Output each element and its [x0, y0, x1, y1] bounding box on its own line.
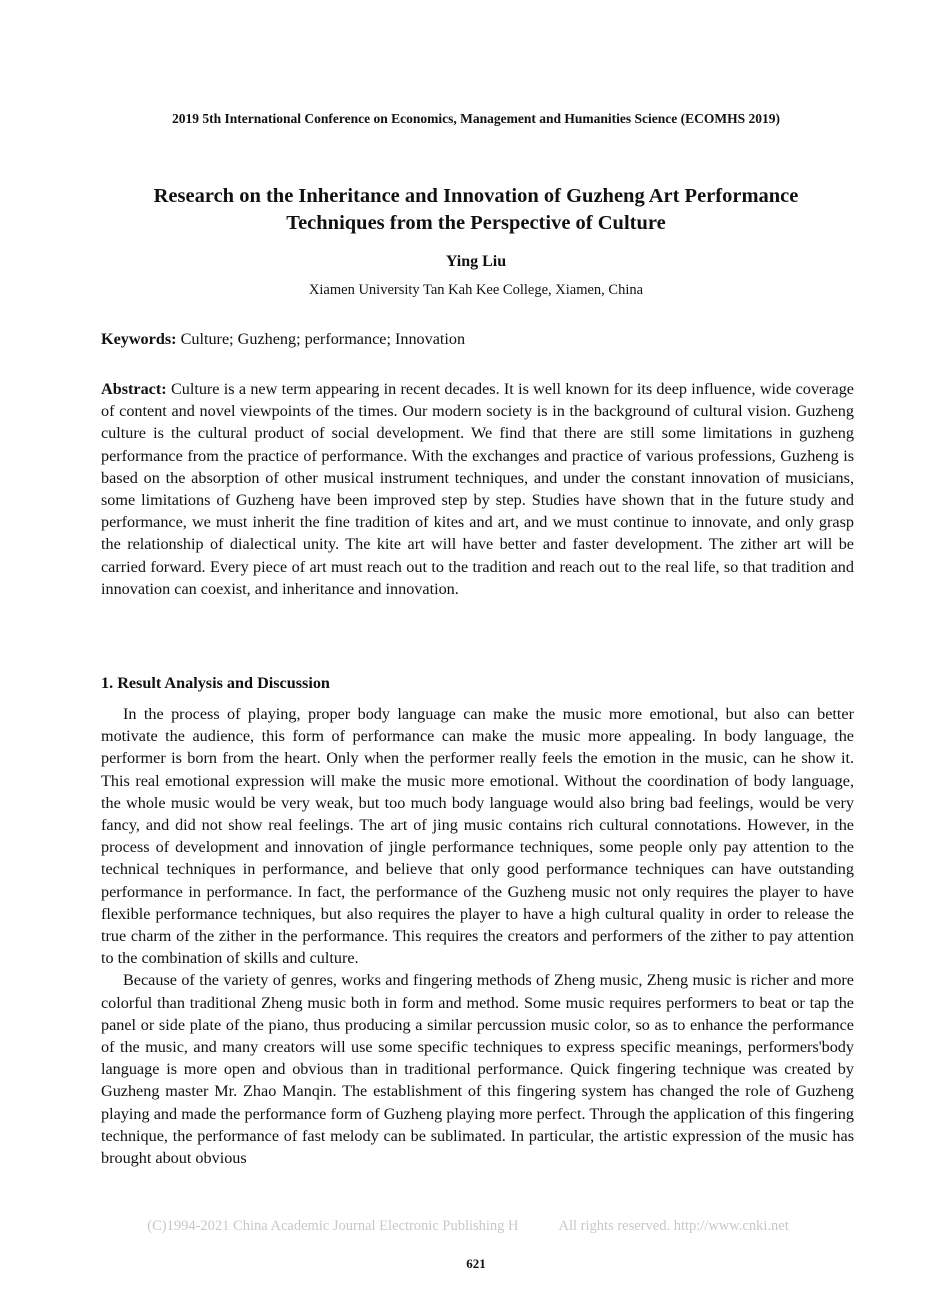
keywords-text: Culture; Guzheng; performance; Innovation [180, 330, 466, 348]
abstract [101, 378, 854, 600]
copyright-watermark [88, 1218, 848, 1235]
conference-header: 2019 5th International Conference on Economics, Management and Humanities Science (ECOMHS 2019) [172, 111, 780, 126]
body-paragraph-2: Because of the variety of genres, works and fingering methods of Zheng music, Zheng music is richer and more colorful than traditional Zheng music both in form and method. Some music requires performers to beat or tap the panel or side plate of the piano, thus producing a similar percussion music color, so as to enhance the performance of the music, and many creators will use some specific techniques to express specific meanings, performers'body language is more open and obvious than in traditional performance. Quick fingering technique was created by Guzheng master Mr. Zhao Manqin. The establishment of this fingering system has changed the role of Guzheng playing and made the performance form of Guzheng playing more perfect. Through the application of this fingering technique, the performance of fast melody can be sublimated. In particular, the artistic expression of the music has brought about obvious [101, 971, 854, 1168]
author-name: Ying Liu [445, 253, 507, 270]
keywords-label: Keywords: [101, 330, 177, 348]
paper-title [80, 183, 872, 237]
section-heading: 1. Result Analysis and Discussion [101, 674, 330, 692]
author-affiliation: Xiamen University Tan Kah Kee College, Xiamen, China [308, 282, 644, 298]
abstract-text: Culture is a new term appearing in recent decades. It is well known for its deep influence, wide coverage of content and novel viewpoints of the times. Our modern society is in the background of cultural vision. Guzheng culture is the cultural product of social development. We find that there are still some limitations in guzheng performance from the practice of performance. With the exchanges and practice of various professions, Guzheng is based on the absorption of other musical instrument techniques, and under the constant innovation of musicians, some limitations of Guzheng have been improved step by step. Studies have shown that in the future study and performance, we must inherit the fine tradition of kites and art, and we must continue to innovate, and only grasp the relationship of dialectical unity. The kite art will have better and faster development. The zither art will be carried forward. Every piece of art must reach out to the tradition and reach out to the real life, so that tradition and innovation can coexist, and inheritance and innovation. [101, 380, 854, 598]
body-paragraph-1: In the process of playing, proper body language can make the music more emotional, but also can better motivate the audience, this form of performance can make the music more appealing. In body language, the performer is born from the heart. Only when the performer really feels the emotion in the music, can he show it. This real emotional expression will make the music more emotional. Without the coordination of body language, the whole music would be very weak, but too much body language would also bring bad feelings, would be very fancy, and did not show real feelings. The art of jing music contains rich cultural connotations. However, in the process of development and innovation of jingle performance techniques, some people only pay attention to the technical techniques in performance, and believe that only good performance techniques can have outstanding performance in performance. In fact, the performance of the Guzheng music not only requires the player to have flexible performance techniques, but also requires the player to have a high cultural quality in order to release the true charm of the zither in the performance. This requires the creators and performers of the zither to pay attention to the combination of skills and culture. [101, 705, 854, 968]
title-line-2: Techniques from the Perspective of Culture [286, 212, 666, 234]
title-line-1: Research on the Inheritance and Innovation of Guzheng Art Performance [153, 185, 799, 207]
watermark-left: (C)1994-2021 China Academic Journal Electronic Publishing H [147, 1218, 519, 1234]
section-body [101, 703, 854, 1169]
watermark-right: All rights reserved. http://www.cnki.net [558, 1218, 789, 1234]
keywords-line [101, 330, 854, 349]
abstract-label: Abstract: [101, 380, 167, 398]
page-number: 621 [466, 1256, 486, 1271]
